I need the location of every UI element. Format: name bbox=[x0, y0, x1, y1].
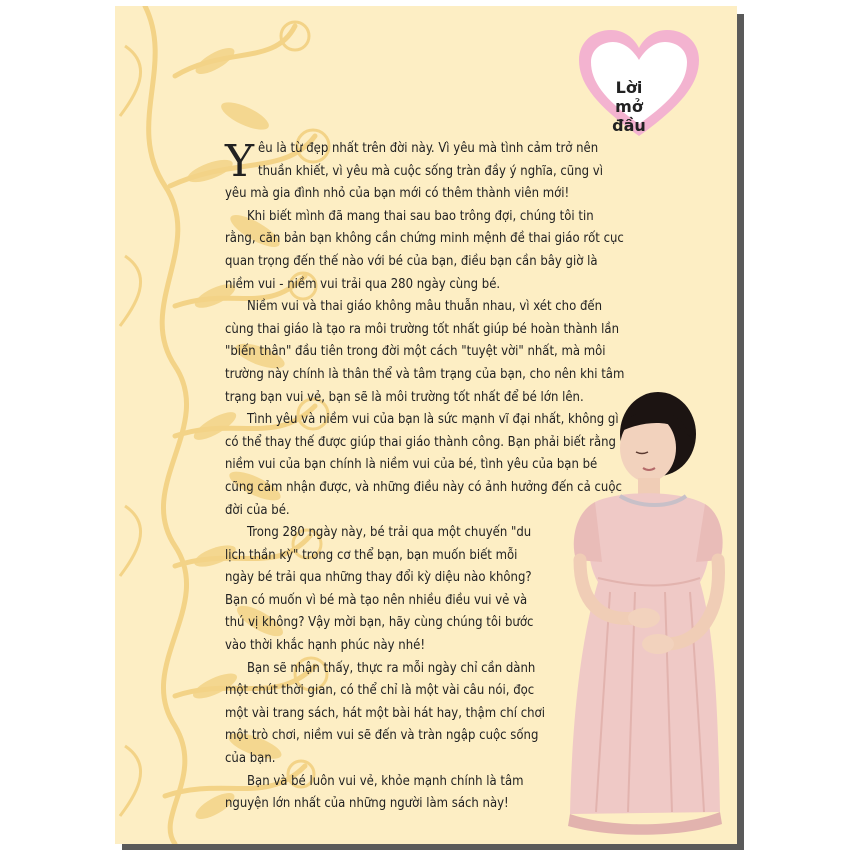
paragraph: Trong 280 ngày này, bé trải qua một chuyến "du lịch thần kỳ" trong cơ thể bạn, bạn muốn biết mỗi ngày bé trải qua những thay đổi kỳ diệu nào không? Bạn có muốn vì bé mà tạo nên nhiều điều vui vẻ và thú vị không? Vậy mời bạn, hãy cùng chúng tôi bước vào thời khắc hạnh phúc này nhé! bbox=[225, 525, 534, 654]
page-title bbox=[602, 78, 656, 135]
paragraph: Tình yêu và niềm vui của bạn là sức mạnh vĩ đại nhất, không gì có thể thay thế được giúp thai giáo thành công. Bạn phải biết rằng niềm vui của bạn chính là niềm vui của bé, tình yêu của bạn bé cũng cảm nhận được, và những điều này có ảnh hưởng đến cả cuộc đời của bé. bbox=[225, 412, 622, 518]
pregnant-woman-photo bbox=[540, 382, 730, 844]
paragraph-intro bbox=[225, 138, 625, 206]
title-line-1: Lời mở bbox=[615, 78, 643, 116]
drop-cap: Y bbox=[225, 136, 255, 187]
paragraph: Niềm vui và thai giáo không mâu thuẫn nhau, vì xét cho đến cùng thai giáo là tạo ra môi trường tốt nhất giúp bé hoàn thành lần "biến thân" đầu tiên trong đời một cách "tuyệt vời" nhất, mà môi trường này chính là thân thể và tâm trạng của bạn, cho nên khi tâm trạng bạn vui vẻ, bạn sẽ là môi trường tốt nhất để bé lớn lên. bbox=[225, 299, 625, 405]
paragraph: Bạn sẽ nhận thấy, thực ra mỗi ngày chỉ cần dành một chút thời gian, có thể chỉ là một vài câu nói, đọc một vài trang sách, hát một bài hát hay, thậm chí chơi một trò chơi, niềm vui sẽ đến và tràn ngập cuộc sống của bạn. bbox=[225, 660, 545, 767]
paragraph: Bạn và bé luôn vui vẻ, khỏe mạnh chính là tâm nguyện lớn nhất của những người làm sách này! bbox=[225, 773, 524, 812]
title-line-2: đầu bbox=[612, 116, 646, 135]
paragraph: Khi biết mình đã mang thai sau bao trông đợi, chúng tôi tin rằng, căn bản bạn không cần chứng minh mệnh đề thai giáo rốt cục quan trọng đến thế nào với bé của bạn, điều bạn cần bây giờ là niềm vui - niềm vui trải qua 280 ngày cùng bé. bbox=[225, 208, 624, 292]
intro-text: êu là từ đẹp nhất trên đời này. Vì yêu mà tình cảm trở nên thuần khiết, vì yêu mà cuộc sống tràn đầy ý nghĩa, cũng vì yêu mà gia đình nhỏ của bạn mới có thêm thành viên mới! bbox=[225, 141, 603, 202]
book-page bbox=[115, 6, 737, 844]
